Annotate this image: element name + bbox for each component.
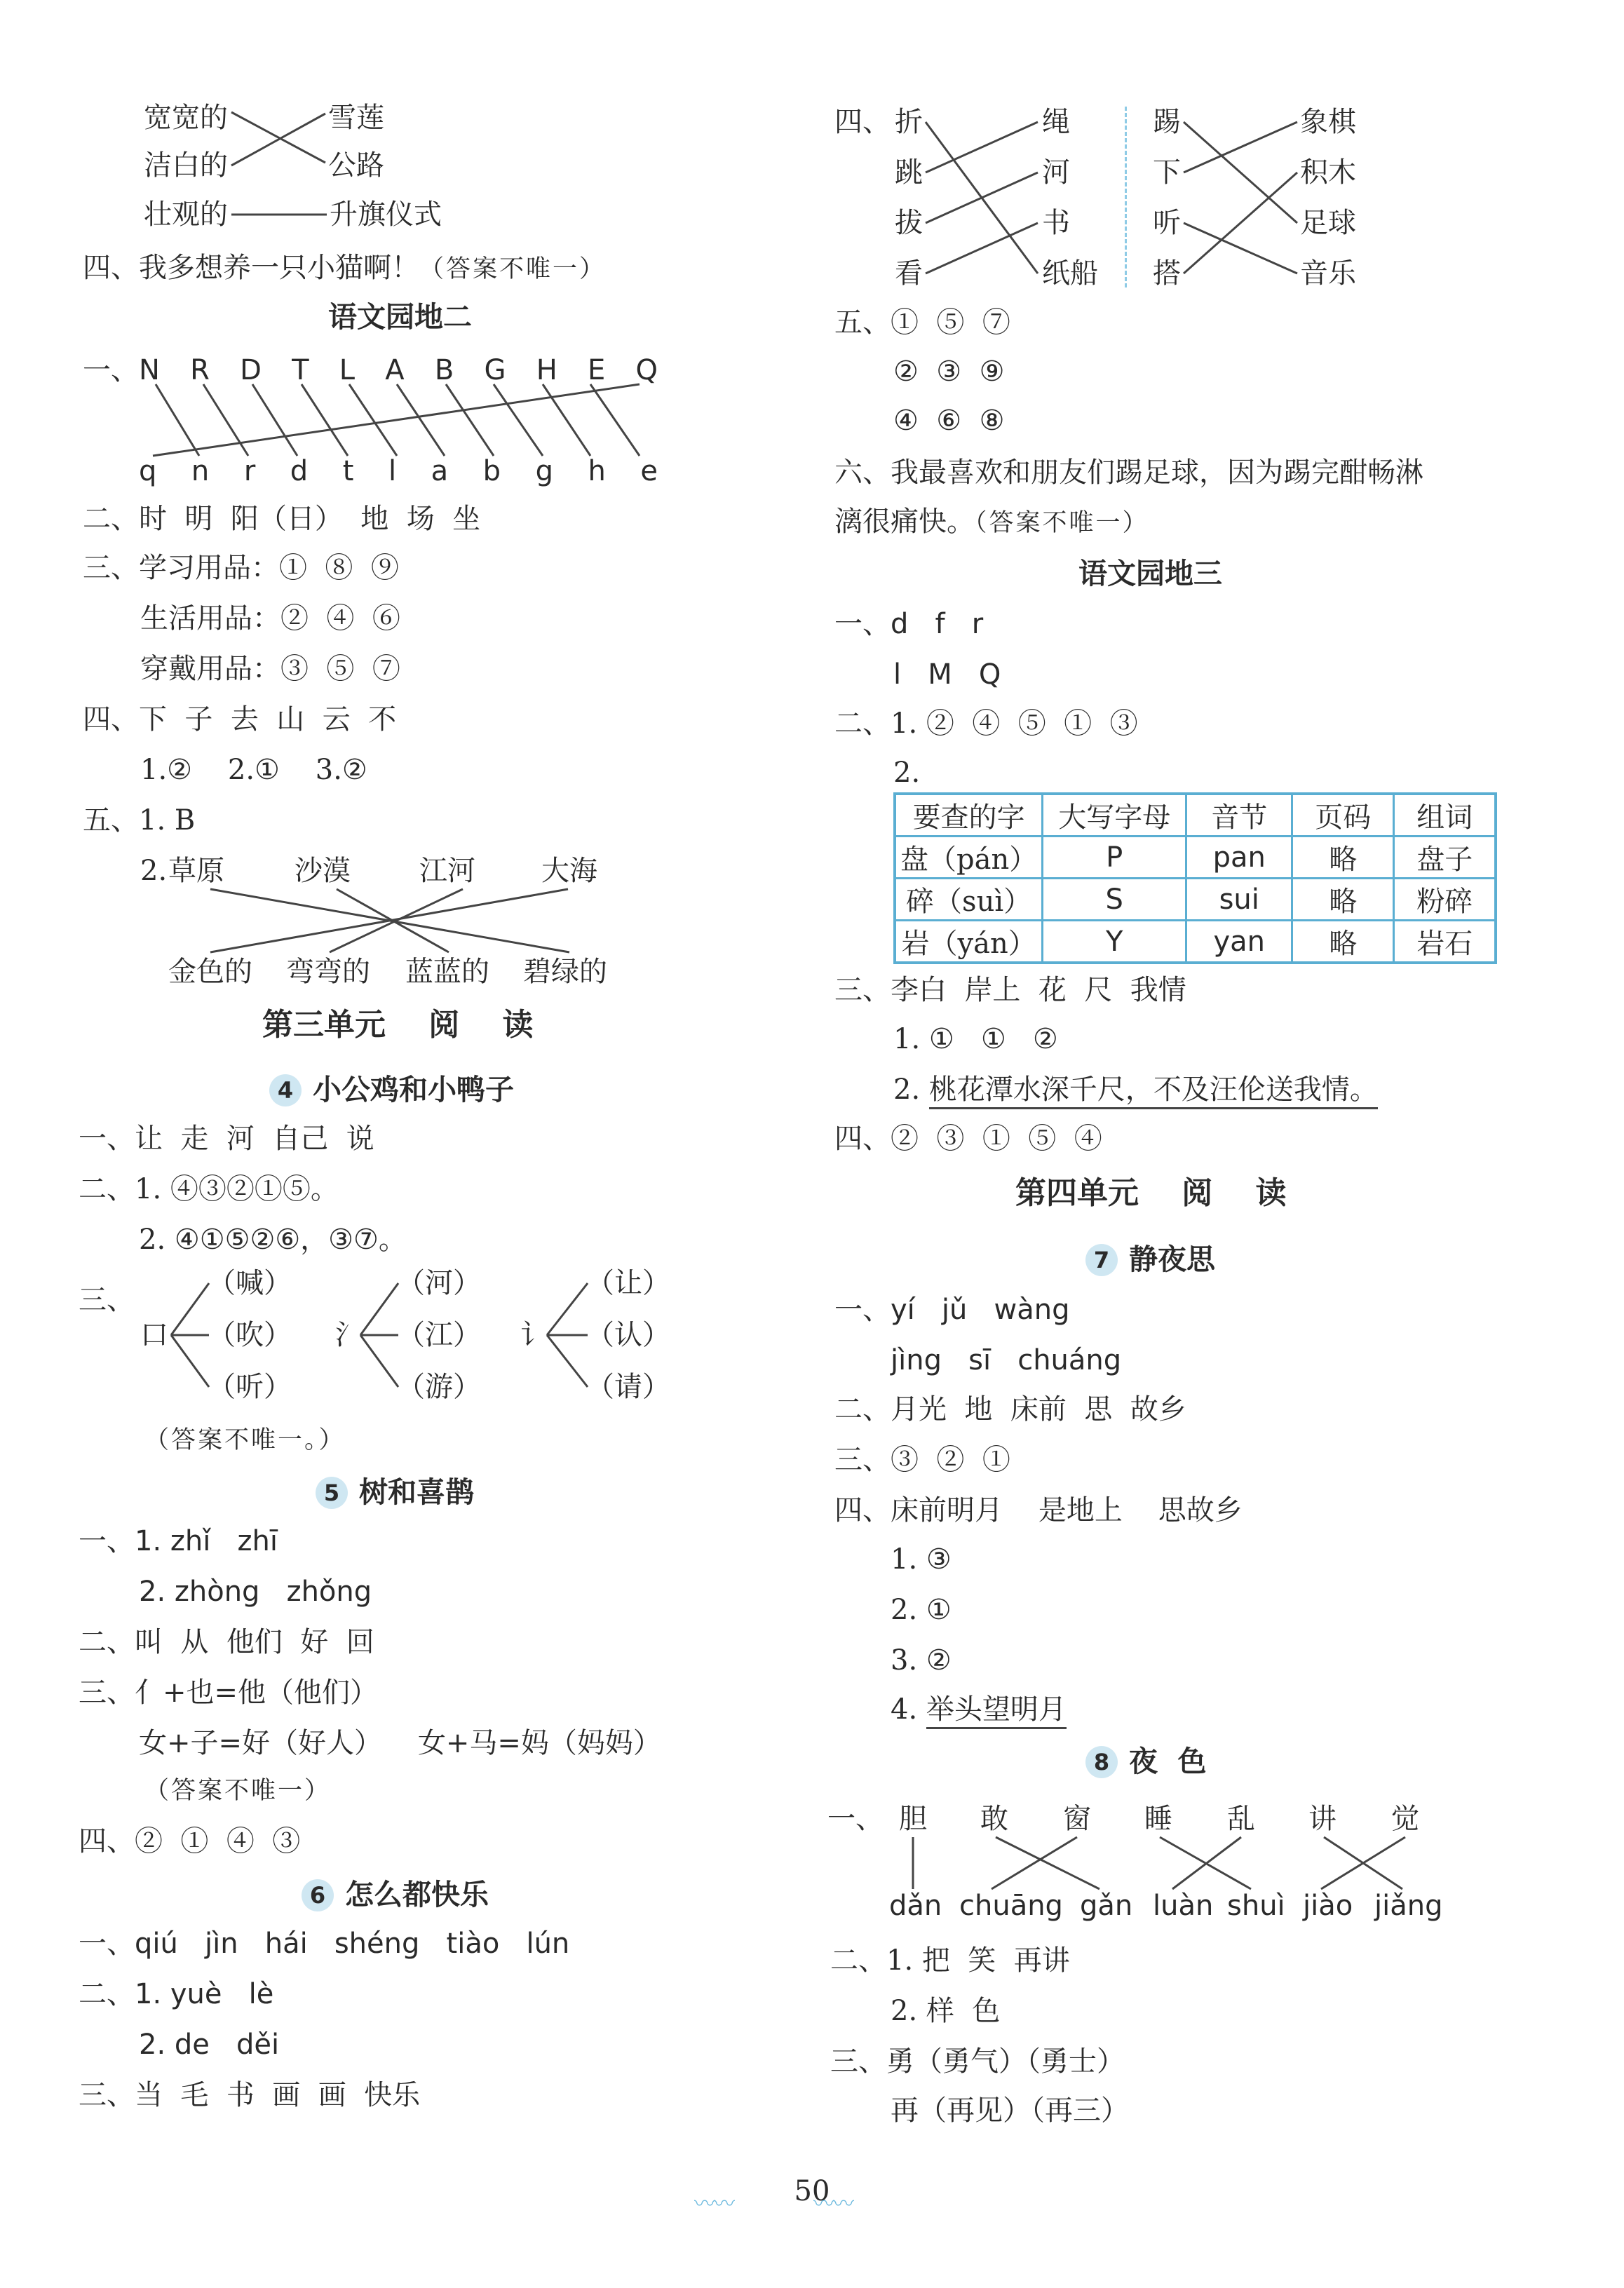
match-line — [926, 223, 1038, 273]
match-word-top: 草原 — [168, 855, 224, 887]
object-word: 足球 — [1300, 207, 1356, 239]
verb-word: 折 — [895, 106, 923, 138]
answer-line: 四、② ① ④ ③ — [79, 1825, 301, 1857]
answer-line: 二、叫 从 他们 好 回 — [79, 1626, 374, 1658]
match-word-top: 江河 — [419, 855, 475, 887]
answer-line: 1. ① ① ② — [893, 1023, 1058, 1055]
unit-title-4: 第四单元 阅 读 — [1015, 1175, 1287, 1211]
lesson-number-badge: 4 — [269, 1074, 302, 1106]
table-header-cell: 大写字母 — [1043, 794, 1186, 837]
match-word-right-3: 升旗仪式 — [330, 198, 442, 231]
answer-line — [834, 502, 1149, 541]
answer-line: 四、下 子 去 山 云 不 — [83, 703, 397, 736]
lower-letter: t — [342, 455, 354, 487]
upper-letter: B — [434, 354, 454, 386]
match-word-left-1: 宽宽的 — [144, 102, 228, 134]
table-header-row — [895, 794, 1496, 837]
answer-line: 1.② 2.① 3.② — [140, 754, 367, 786]
lesson-number-badge: 5 — [316, 1477, 348, 1509]
answer-line: ④ ⑥ ⑧ — [893, 405, 1005, 437]
match-line — [996, 1837, 1099, 1889]
hanzi: 讲 — [1308, 1803, 1337, 1835]
match-line — [210, 889, 569, 952]
answer-line: 2. 样 色 — [891, 1995, 1001, 2027]
table-cell: 粉碎 — [1394, 879, 1496, 921]
table-cell: yan — [1186, 921, 1292, 963]
match-line — [231, 114, 325, 165]
lower-letter: d — [290, 455, 309, 487]
radical-fan — [547, 1283, 588, 1387]
lower-letter: n — [191, 455, 210, 487]
answer-line: 一、让 走 河 自己 说 — [79, 1123, 374, 1155]
table-cell: 略 — [1292, 837, 1394, 879]
match-line — [349, 384, 397, 456]
answer-line: 女+子=好（好人） 女+马=妈（妈妈） — [139, 1727, 661, 1759]
answer-text: 四、我多想养一只小猫啊！ — [83, 252, 419, 284]
table-cell: 略 — [1292, 921, 1394, 963]
radical: 讠 — [520, 1319, 548, 1351]
question-prefix: 三、 — [79, 1284, 135, 1316]
match-line — [1324, 1837, 1402, 1889]
match-line — [1184, 122, 1297, 223]
upper-letter: Q — [635, 354, 658, 386]
answer-line: 三、李白 岸上 花 尺 我情 — [834, 974, 1186, 1006]
verb-word: 听 — [1153, 207, 1181, 239]
match-line — [397, 384, 445, 456]
lesson-number-badge: 6 — [302, 1879, 334, 1911]
table-header-cell: 页码 — [1292, 794, 1394, 837]
answer-line: 一、d f r — [834, 608, 984, 640]
upper-letter: R — [190, 354, 210, 386]
question-prefix: 2. — [893, 1074, 921, 1106]
lower-letter: q — [139, 455, 157, 487]
radical-fan — [360, 1283, 398, 1387]
section-title-garden-2: 语文园地二 — [328, 300, 472, 334]
table-cell: pan — [1186, 837, 1292, 879]
object-word: 音乐 — [1300, 257, 1356, 290]
match-word-right-2: 公路 — [328, 149, 384, 182]
radical-char: （喊） — [208, 1267, 292, 1299]
lesson-title-text: 夜 色 — [1129, 1745, 1207, 1778]
pinyin: jiǎng — [1374, 1890, 1443, 1922]
lowercase-letter-row — [139, 452, 658, 491]
answer-line: 五、1. B — [83, 804, 196, 837]
match-line — [494, 384, 543, 456]
match-line — [231, 112, 325, 163]
match-line — [330, 889, 463, 952]
lesson-title-6 — [302, 1875, 489, 1914]
question-prefix: 四、 — [834, 106, 891, 138]
answer-line: 四、② ③ ① ⑤ ④ — [834, 1123, 1102, 1155]
radical-char: （游） — [397, 1371, 481, 1403]
match-word-top: 大海 — [541, 855, 597, 887]
answer-line — [83, 248, 606, 287]
page-number: 50 — [794, 2175, 830, 2207]
answer-note: （答案不唯一） — [975, 509, 1149, 537]
answer-line: 三、亻+也=他（他们） — [79, 1677, 379, 1709]
lesson-title-text: 怎么都快乐 — [345, 1878, 489, 1911]
table-cell: S — [1043, 879, 1186, 921]
upper-letter: T — [292, 354, 309, 386]
underlined-answer: 举头望明月 — [926, 1693, 1067, 1729]
footer-swirl-left-icon: 〰〰 — [694, 2192, 733, 2216]
radical-char: （让） — [586, 1267, 670, 1299]
answer-line: jìng sī chuáng — [891, 1344, 1122, 1376]
hanzi: 觉 — [1391, 1803, 1419, 1835]
table-cell: P — [1043, 837, 1186, 879]
hanzi: 乱 — [1227, 1803, 1255, 1835]
match-line — [337, 889, 449, 952]
table-cell: 略 — [1292, 879, 1394, 921]
column-divider — [1125, 107, 1127, 287]
match-line — [1160, 1837, 1251, 1889]
upper-letter: N — [139, 354, 160, 386]
pinyin: dǎn — [889, 1890, 942, 1922]
verb-word: 看 — [895, 257, 923, 290]
upper-letter: L — [339, 354, 356, 386]
radical-char: （请） — [586, 1371, 670, 1403]
match-line — [1184, 172, 1297, 273]
verb-word: 踢 — [1153, 106, 1181, 138]
answer-note: （答案不唯一） — [144, 1777, 332, 1805]
pinyin: luàn — [1153, 1890, 1214, 1922]
radical-char: （吹） — [208, 1319, 292, 1351]
lesson-title-5 — [316, 1473, 474, 1512]
lesson-title-4 — [269, 1070, 514, 1109]
pinyin: chuāng — [959, 1890, 1063, 1922]
match-line — [252, 384, 297, 456]
answer-line: l M Q — [893, 658, 1001, 691]
hanzi: 胆 — [899, 1803, 927, 1835]
answer-line: 3. ② — [891, 1644, 952, 1677]
lower-letter: r — [243, 455, 256, 487]
object-word: 纸船 — [1042, 257, 1098, 290]
radical-char: （江） — [397, 1319, 481, 1351]
object-word: 河 — [1042, 156, 1070, 189]
verb-word: 下 — [1153, 156, 1181, 189]
match-line — [1184, 223, 1297, 273]
table-header-cell: 要查的字 — [895, 794, 1043, 837]
lower-letter: g — [535, 455, 553, 487]
answer-text: 漓很痛快。 — [834, 506, 975, 538]
match-line — [926, 122, 1038, 172]
lower-letter: b — [482, 455, 501, 487]
answer-line: 三、勇（勇气）（勇士） — [830, 2045, 1125, 2078]
radical-char: （听） — [208, 1371, 292, 1403]
answer-line: 1. ③ — [891, 1543, 952, 1576]
match-line — [543, 384, 590, 456]
match-line — [992, 1837, 1077, 1889]
lesson-title-7 — [1085, 1240, 1215, 1279]
match-line — [1184, 122, 1297, 172]
dictionary-lookup-table — [893, 792, 1497, 964]
answer-line: 二、1. 把 笑 再讲 — [830, 1944, 1070, 1977]
verb-word: 搭 — [1153, 257, 1181, 290]
lesson-title-8 — [1085, 1742, 1207, 1781]
radical: 氵 — [335, 1319, 363, 1351]
question-prefix: 4. — [891, 1693, 918, 1726]
lesson-number-badge: 7 — [1085, 1244, 1118, 1276]
table-cell: sui — [1186, 879, 1292, 921]
pinyin: gǎn — [1080, 1890, 1133, 1922]
match-word-bottom: 金色的 — [168, 956, 252, 988]
upper-letter: A — [385, 354, 405, 386]
match-line — [926, 122, 1038, 273]
pinyin: shuì — [1227, 1890, 1285, 1922]
answer-line: 二、1. yuè lè — [79, 1978, 274, 2010]
table-row — [895, 879, 1496, 921]
radical-fan — [171, 1283, 209, 1387]
match-line — [446, 384, 494, 456]
answer-note: （答案不唯一。） — [144, 1426, 346, 1454]
lower-letter: h — [588, 455, 606, 487]
table-cell: 岩石 — [1394, 921, 1496, 963]
match-word-bottom: 碧绿的 — [523, 956, 607, 988]
answer-line: 二、时 明 阳（日） 地 场 坐 — [83, 503, 481, 535]
footer-swirl-right-icon: 〰〰 — [813, 2192, 853, 2216]
table-header-cell: 音节 — [1186, 794, 1292, 837]
object-word: 积木 — [1300, 156, 1356, 189]
question-prefix: 一、 — [827, 1803, 884, 1835]
radical-char: （河） — [397, 1267, 481, 1299]
answer-line — [893, 1070, 1378, 1109]
answer-line: 一、yí jǔ wàng — [834, 1294, 1070, 1326]
lower-letter: a — [431, 455, 449, 487]
answer-line: ② ③ ⑨ — [893, 356, 1005, 388]
unit-title-3: 第三单元 阅 读 — [262, 1007, 534, 1043]
hanzi: 窗 — [1063, 1803, 1091, 1835]
table-cell: Y — [1043, 921, 1186, 963]
question-prefix: 一、 — [83, 354, 139, 386]
verb-word: 拔 — [895, 207, 923, 239]
answer-line: 三、当 毛 书 画 画 快乐 — [79, 2079, 421, 2111]
match-word-bottom: 蓝蓝的 — [405, 956, 489, 988]
lesson-number-badge: 8 — [1085, 1746, 1118, 1778]
upper-letter: H — [536, 354, 557, 386]
lesson-title-text: 小公鸡和小鸭子 — [313, 1073, 514, 1106]
answer-line: 五、① ⑤ ⑦ — [834, 306, 1010, 339]
match-line — [1321, 1837, 1405, 1889]
match-line — [156, 384, 199, 456]
match-line — [302, 384, 348, 456]
match-word-left-2: 洁白的 — [144, 149, 228, 182]
question-prefix: 2. — [893, 757, 921, 789]
radical: 口 — [140, 1319, 168, 1351]
answer-line: 三、学习用品：① ⑧ ⑨ — [83, 552, 399, 584]
hanzi: 睡 — [1144, 1803, 1172, 1835]
answer-line: 穿戴用品：③ ⑤ ⑦ — [140, 653, 400, 685]
pinyin: jiào — [1303, 1890, 1353, 1922]
hanzi: 敢 — [980, 1803, 1008, 1835]
table-cell: 盘（pán） — [895, 837, 1043, 879]
upper-letter: D — [240, 354, 262, 386]
answer-line: 再（再见）（再三） — [891, 2094, 1129, 2127]
answer-line: 三、③ ② ① — [834, 1444, 1010, 1476]
verb-word: 跳 — [895, 156, 923, 189]
object-word: 书 — [1042, 207, 1070, 239]
answer-line: 二、月光 地 床前 思 故乡 — [834, 1393, 1186, 1426]
table-header-cell: 组词 — [1394, 794, 1496, 837]
radical-char: （认） — [586, 1319, 670, 1351]
uppercase-letter-row — [139, 351, 658, 390]
answer-line — [891, 1690, 1067, 1729]
answer-line: 生活用品：② ④ ⑥ — [140, 602, 400, 635]
upper-letter: G — [484, 354, 506, 386]
answer-line: 一、1. zhǐ zhī — [79, 1525, 278, 1557]
answer-line: 二、1. ④③②①⑤。 — [79, 1173, 339, 1205]
lesson-title-text: 静夜思 — [1129, 1243, 1215, 1276]
lower-letter: e — [640, 455, 658, 487]
match-line — [1172, 1837, 1241, 1889]
table-cell: 碎（suì） — [895, 879, 1043, 921]
answer-line: 2. ④①⑤②⑥，③⑦。 — [139, 1224, 407, 1256]
match-word-left-3: 壮观的 — [144, 198, 228, 231]
match-line — [203, 384, 248, 456]
answer-note: （答案不唯一） — [419, 255, 607, 283]
table-cell: 盘子 — [1394, 837, 1496, 879]
upper-letter: E — [588, 354, 606, 386]
answer-line: 一、qiú jìn hái shéng tiào lún — [79, 1928, 570, 1960]
match-line — [153, 384, 640, 456]
table-row — [895, 921, 1496, 963]
answer-line: 2. zhòng zhǒng — [139, 1576, 372, 1608]
match-line — [926, 172, 1038, 223]
section-title-garden-3: 语文园地三 — [1078, 557, 1222, 590]
underlined-answer: 桃花潭水深千尺，不及汪伦送我情。 — [929, 1074, 1378, 1109]
lower-letter: l — [388, 455, 397, 487]
question-prefix: 2. — [140, 855, 168, 887]
object-word: 绳 — [1042, 106, 1070, 138]
answer-line: 六、我最喜欢和朋友们踢足球，因为踢完酣畅淋 — [834, 456, 1423, 489]
match-line — [210, 889, 568, 952]
answer-line: 四、床前明月 是地上 思故乡 — [834, 1494, 1243, 1527]
lesson-title-text: 树和喜鹊 — [359, 1475, 474, 1509]
match-word-right-1: 雪莲 — [328, 102, 384, 134]
answer-line: 2. de děi — [139, 2029, 280, 2061]
table-row — [895, 837, 1496, 879]
match-word-top: 沙漠 — [295, 855, 351, 887]
match-line — [590, 384, 640, 456]
answer-line: 2. ① — [891, 1594, 952, 1626]
table-cell: 岩（yán） — [895, 921, 1043, 963]
object-word: 象棋 — [1300, 106, 1356, 138]
answer-line: 二、1. ② ④ ⑤ ① ③ — [834, 708, 1138, 740]
match-word-bottom: 弯弯的 — [286, 956, 370, 988]
